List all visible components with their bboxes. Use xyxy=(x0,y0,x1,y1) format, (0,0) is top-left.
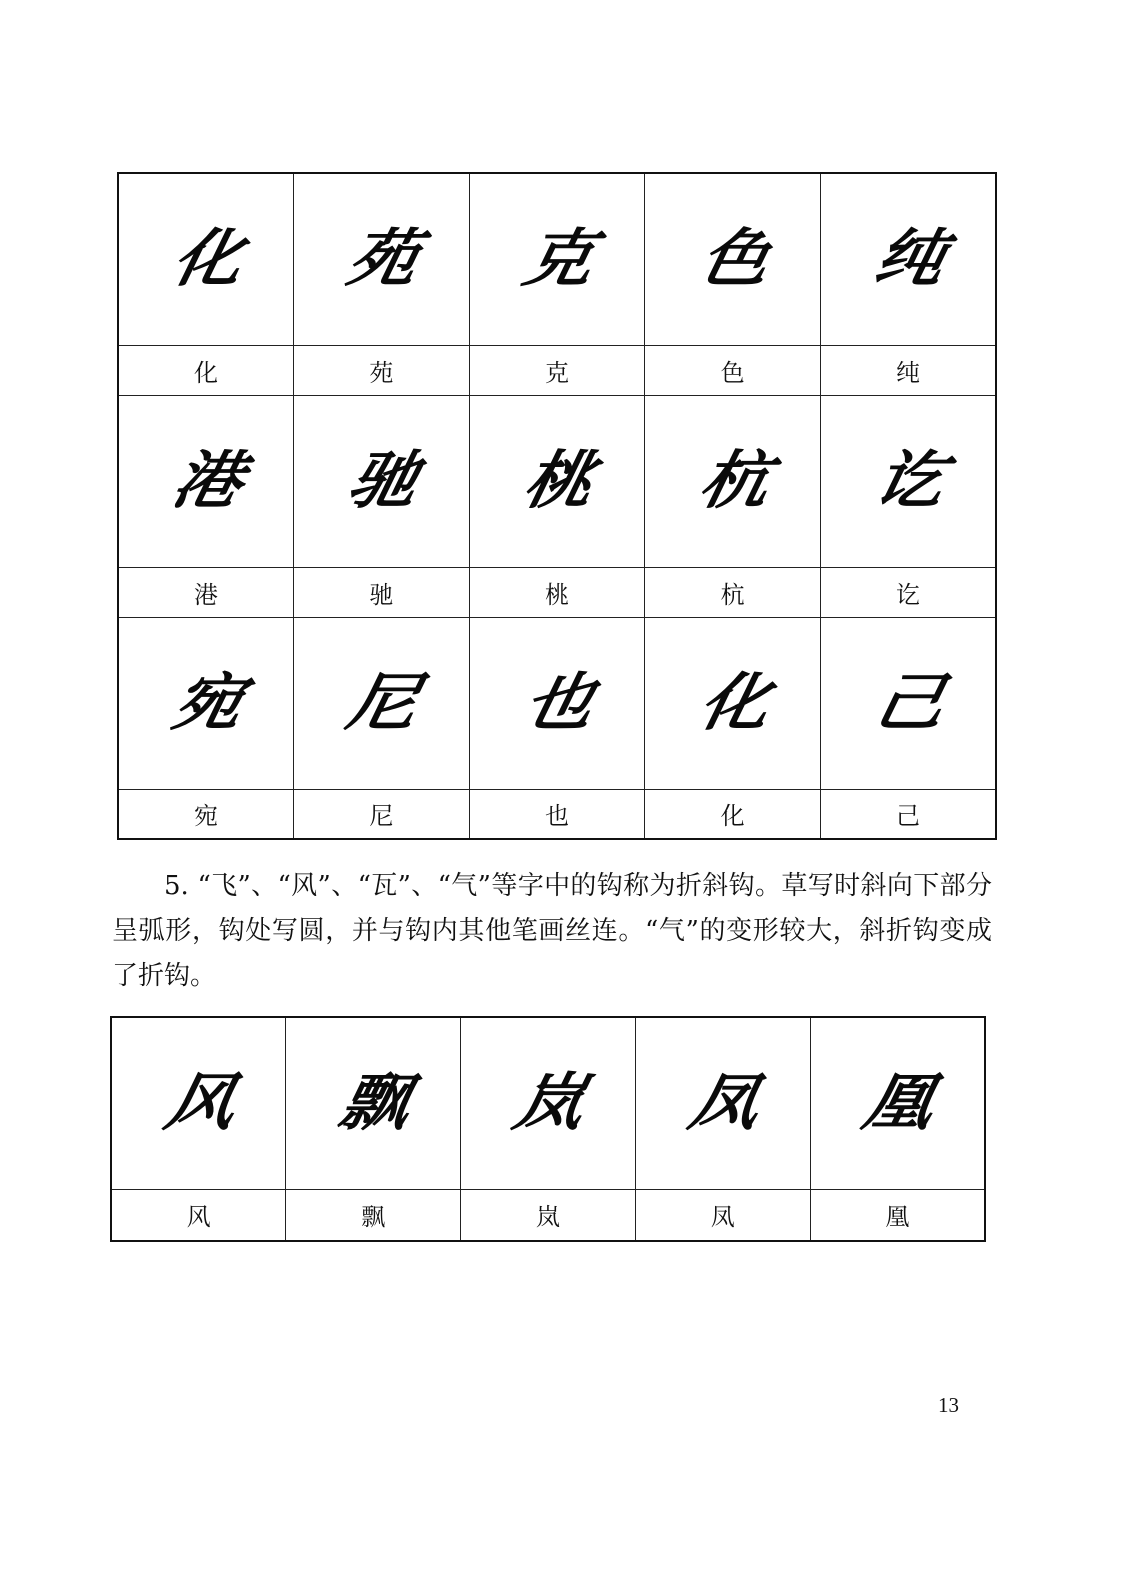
cursive-glyph-cell xyxy=(118,395,294,567)
character-label: 凤 xyxy=(635,1189,810,1241)
character-label: 宛 xyxy=(118,789,294,839)
character-label: 己 xyxy=(820,789,996,839)
cursive-glyph: 色 xyxy=(692,222,773,297)
cursive-glyph: 化 xyxy=(166,222,246,297)
character-label: 也 xyxy=(469,789,645,839)
cursive-glyph-cell xyxy=(286,1017,461,1189)
cursive-glyph: 化 xyxy=(692,666,773,740)
cursive-glyph: 纯 xyxy=(868,222,948,297)
cursive-glyph-cell xyxy=(469,617,645,789)
character-label: 飘 xyxy=(286,1189,461,1241)
cursive-glyph: 己 xyxy=(868,666,948,740)
character-label: 驰 xyxy=(294,567,470,617)
character-label: 港 xyxy=(118,567,294,617)
character-label: 化 xyxy=(645,789,821,839)
cursive-glyph-cell xyxy=(645,173,821,345)
character-label: 化 xyxy=(118,345,294,395)
cursive-glyph: 杭 xyxy=(692,444,773,518)
character-label: 讫 xyxy=(820,567,996,617)
cursive-glyph-cell xyxy=(461,1017,636,1189)
cursive-examples-table-2 xyxy=(110,1016,986,1242)
cursive-glyph-cell xyxy=(118,617,294,789)
character-label: 苑 xyxy=(294,345,470,395)
cursive-glyph: 岚 xyxy=(508,1066,588,1141)
label-row xyxy=(118,567,996,617)
cursive-glyph-cell xyxy=(118,173,294,345)
cursive-glyph-cell xyxy=(294,395,470,567)
cursive-glyph: 风 xyxy=(158,1066,239,1141)
cursive-glyph-cell xyxy=(645,395,821,567)
character-label: 纯 xyxy=(820,345,996,395)
character-label: 风 xyxy=(111,1189,286,1241)
cursive-glyph: 尼 xyxy=(341,666,422,740)
cursive-glyph: 讫 xyxy=(868,444,948,518)
cursive-glyph-cell xyxy=(294,617,470,789)
character-label: 克 xyxy=(469,345,645,395)
cursive-glyph-cell xyxy=(810,1017,985,1189)
character-label: 岚 xyxy=(461,1189,636,1241)
cursive-glyph: 飘 xyxy=(333,1066,414,1141)
glyph-row xyxy=(118,395,996,567)
label-row xyxy=(111,1189,985,1241)
character-label: 色 xyxy=(645,345,821,395)
cursive-glyph: 驰 xyxy=(341,444,422,518)
label-row xyxy=(118,789,996,839)
cursive-glyph: 桃 xyxy=(517,444,597,518)
cursive-glyph: 凰 xyxy=(857,1066,938,1141)
cursive-glyph: 凤 xyxy=(682,1066,763,1141)
cursive-glyph-cell xyxy=(820,395,996,567)
cursive-glyph: 港 xyxy=(166,444,246,518)
cursive-glyph: 也 xyxy=(517,666,597,740)
page-number: 13 xyxy=(938,1393,959,1417)
cursive-glyph: 宛 xyxy=(166,666,246,740)
cursive-glyph: 苑 xyxy=(341,222,422,297)
cursive-glyph-cell xyxy=(645,617,821,789)
cursive-glyph-cell xyxy=(469,173,645,345)
glyph-row xyxy=(118,173,996,345)
cursive-glyph-cell xyxy=(469,395,645,567)
label-row xyxy=(118,345,996,395)
glyph-row xyxy=(118,617,996,789)
cursive-glyph: 克 xyxy=(517,222,597,297)
glyph-row xyxy=(111,1017,985,1189)
character-label: 凰 xyxy=(810,1189,985,1241)
cursive-glyph-cell xyxy=(820,617,996,789)
cursive-glyph-cell xyxy=(111,1017,286,1189)
cursive-glyph-cell xyxy=(294,173,470,345)
character-label: 杭 xyxy=(645,567,821,617)
character-label: 桃 xyxy=(469,567,645,617)
cursive-glyph-cell xyxy=(635,1017,810,1189)
cursive-glyph-cell xyxy=(820,173,996,345)
character-label: 尼 xyxy=(294,789,470,839)
cursive-examples-table-1 xyxy=(117,172,997,840)
explanation-paragraph: 5. “飞”、“风”、“瓦”、“气”等字中的钩称为折斜钩。草写时斜向下部分呈弧形，钩处写圆，并与钩内其他笔画丝连。“气”的变形较大，斜折钩变成了折钩。 xyxy=(112,871,992,991)
